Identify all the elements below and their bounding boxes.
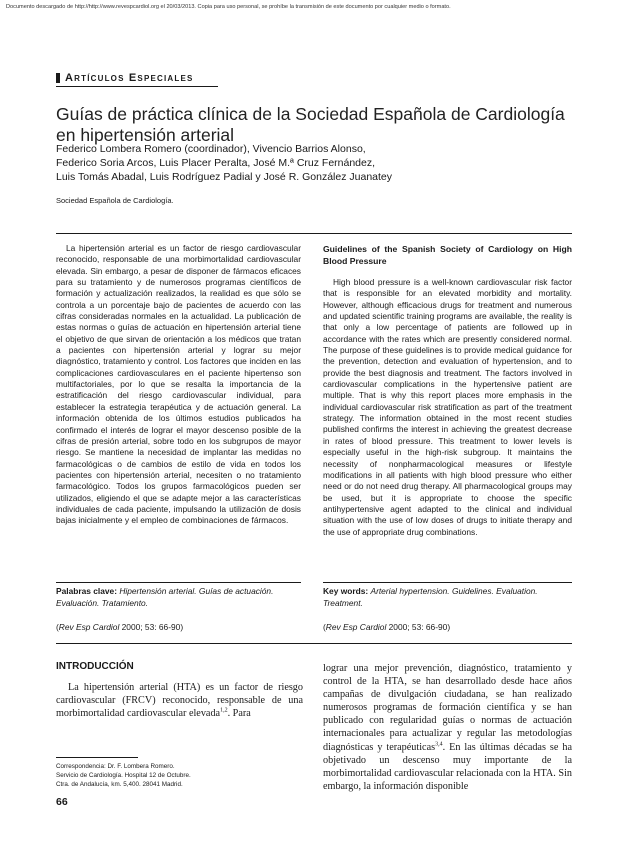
keywords-english-label: Key words: <box>323 586 369 596</box>
citation-left <box>56 622 183 632</box>
abstract-english-text: High blood pressure is a well-known cardiovascular risk factor that is responsible for an elevated morbidity and mortality. However, although efficacious drugs for treatment and numerous and updated scientific training programs are available, the reality is that only a low percentage of patients are followed up in accordance with the rates which are presently considered normal. The purpose of these guidelines is to provide medical guidance for the prevention, detection and evaluation of hypertension, and to provide the best diagnosis and treatment. The factors involved in cardiovascular complications in the hypertensive patient are multiple. That is why this report places more emphasis in the individual cardiovascular risk stratification as part of the treatment strategy. The information obtained in the most recent studies published confirms the interest in achieving the greatest decrease in rates of blood pressure. This treatment to lower levels is especially useful in the high-risk subgroup. It maintains the necessity of nonpharmacological measures or lifestyle modifications in all patients with high blood pressure who either need or do not need drug therapy. All pharmacological groups may be used, but it is appropriate to choose the specific antihypertensive agent adapted to the clinical and individual situation with the use of low doses of drugs to initiate therapy and the use of appropriate drug combinations. <box>323 277 572 537</box>
intro-column-right <box>323 662 572 793</box>
keywords-rule-left <box>56 582 301 583</box>
citation-open: ( <box>323 622 326 632</box>
intro-paragraph <box>56 681 303 720</box>
intro-paragraph <box>323 662 572 793</box>
citation-open: ( <box>56 622 59 632</box>
citation-right <box>323 622 450 632</box>
abstract-english <box>323 243 572 538</box>
author-line: Federico Lombera Romero (coordinador), Vivencio Barrios Alonso, <box>56 143 366 155</box>
correspondence-line: Ctra. de Andalucía, km. 5,400. 28041 Madrid. <box>56 781 183 788</box>
keywords-english-values: Arterial hypertension. Guidelines. Evaluation. Treatment. <box>323 586 538 608</box>
citation-journal: Rev Esp Cardiol <box>58 622 120 632</box>
download-notice: Documento descargado de http://http://www.revespcardiol.org el 20/03/2013. Copia para uso personal, se prohíbe la transmisión de este documento por cualquier medio o formato. <box>6 4 451 10</box>
keywords-spanish-label: Palabras clave: <box>56 586 117 596</box>
abstract-spanish-text: La hipertensión arterial es un factor de riesgo cardiovascular reconocido, responsable de una morbimortalidad cardiovascular elevada. Sin embargo, a pesar de disponer de fármacos eficaces para su tratamiento y de numerosos programas científicos de formación y actualización realizados, la realidad es que sólo se controla a un porcentaje bajo de pacientes de acuerdo con las cifras consideradas normales en la actualidad. La publicación de estas normas o guías de actuación en hipertensión arterial tiene el objetivo de que sirvan de orientación a los médicos que tratan a pacientes con hipertensión arterial y lograr su mejor diagnóstico, tratamiento y control. Los factores que inciden en las complicaciones cardiovasculares en el paciente hipertenso son multifactoriales, por lo que se resalta la importancia de la estratificación del riesgo cardiovascular individual, para establecer la estrategia terapéutica y de actuación general. La información obtenida de los últimos estudios publicados ha confirmado el interés de lograr el mayor descenso posible de la cifras de presión arterial, sobre todo en los subgrupos de mayor riesgo. Se mantiene la necesidad de implantar las medidas no farmacológicas o de cambios de estilo de vida en todos los pacientes con hipertensión arterial, necesiten o no tratamiento farmacológico. Todos los grupos farmacológicos pueden ser utilizados, eligiendo el que se adapte mejor a las características individuales de cada paciente, impulsando la utilización de dosis bajas inicialmente y el empleo de combinaciones de fármacos. <box>56 243 301 526</box>
intro-column-left <box>56 681 303 720</box>
abstract-english-title: Guidelines of the Spanish Society of Cardiology on High Blood Pressure <box>323 244 572 266</box>
intro-right-after: . En las últimas décadas se ha objetivado un descenso muy importante de la morbimortalidad cardiovascular relacionada con la HTA. Sin embargo, la información disponible <box>323 741 572 792</box>
citation-rest: 2000; 53: 66-90) <box>386 622 451 632</box>
keywords-rule-right <box>323 582 572 583</box>
correspondence-line: Servicio de Cardiología. Hospital 12 de Octubre. <box>56 772 191 779</box>
footnote-rule <box>56 757 138 758</box>
reference-marker: 3,4 <box>435 741 443 748</box>
section-label-text: Artículos Especiales <box>65 72 194 84</box>
keywords-spanish-values: Hipertensión arterial. Guías de actuación. Evaluación. Tratamiento. <box>56 586 274 608</box>
citation-rest: 2000; 53: 66-90) <box>119 622 184 632</box>
author-line: Federico Soria Arcos, Luis Placer Peralta, José M.ª Cruz Fernández, <box>56 157 376 169</box>
affiliation: Sociedad Española de Cardiología. <box>56 196 174 205</box>
article-title: Guías de práctica clínica de la Sociedad Española de Cardiología en hipertensión arterial <box>56 104 565 145</box>
reference-marker: 1,2 <box>220 707 228 714</box>
abstract-top-rule <box>56 233 572 234</box>
intro-heading: INTRODUCCIÓN <box>56 661 134 672</box>
correspondence-line: Correspondencia: Dr. F. Lombera Romero. <box>56 763 175 770</box>
author-list <box>56 142 596 184</box>
keywords-english <box>323 586 572 609</box>
author-line: Luis Tomás Abadal, Luis Rodríguez Padial y José R. González Juanatey <box>56 171 392 183</box>
intro-left-after: . Para <box>227 708 251 720</box>
abstract-spanish <box>56 243 301 527</box>
keywords-spanish <box>56 586 301 609</box>
section-rule <box>56 86 218 87</box>
section-label <box>56 72 194 84</box>
page-number: 66 <box>56 796 68 808</box>
intro-left-text: La hipertensión arterial (HTA) es un factor de riesgo cardiovascular (FRCV) reconocido, responsable de una morbimortalidad cardiovascular elevada <box>56 682 303 720</box>
citation-journal: Rev Esp Cardiol <box>325 622 387 632</box>
section-bar-icon <box>56 73 60 83</box>
intro-right-text: lograr una mejor prevención, diagnóstico, tratamiento y control de la HTA, se han desarrollado desde hace años campañas de divulgación ciudadana, se han realizado numerosos programas de formación científica y se han publicado con regularidad guías o normas de actuación internacionales para actualizar y regular las metodologías diagnósticas y terapéuticas <box>323 663 572 753</box>
abstract-bottom-rule <box>56 643 572 644</box>
correspondence <box>56 762 191 789</box>
